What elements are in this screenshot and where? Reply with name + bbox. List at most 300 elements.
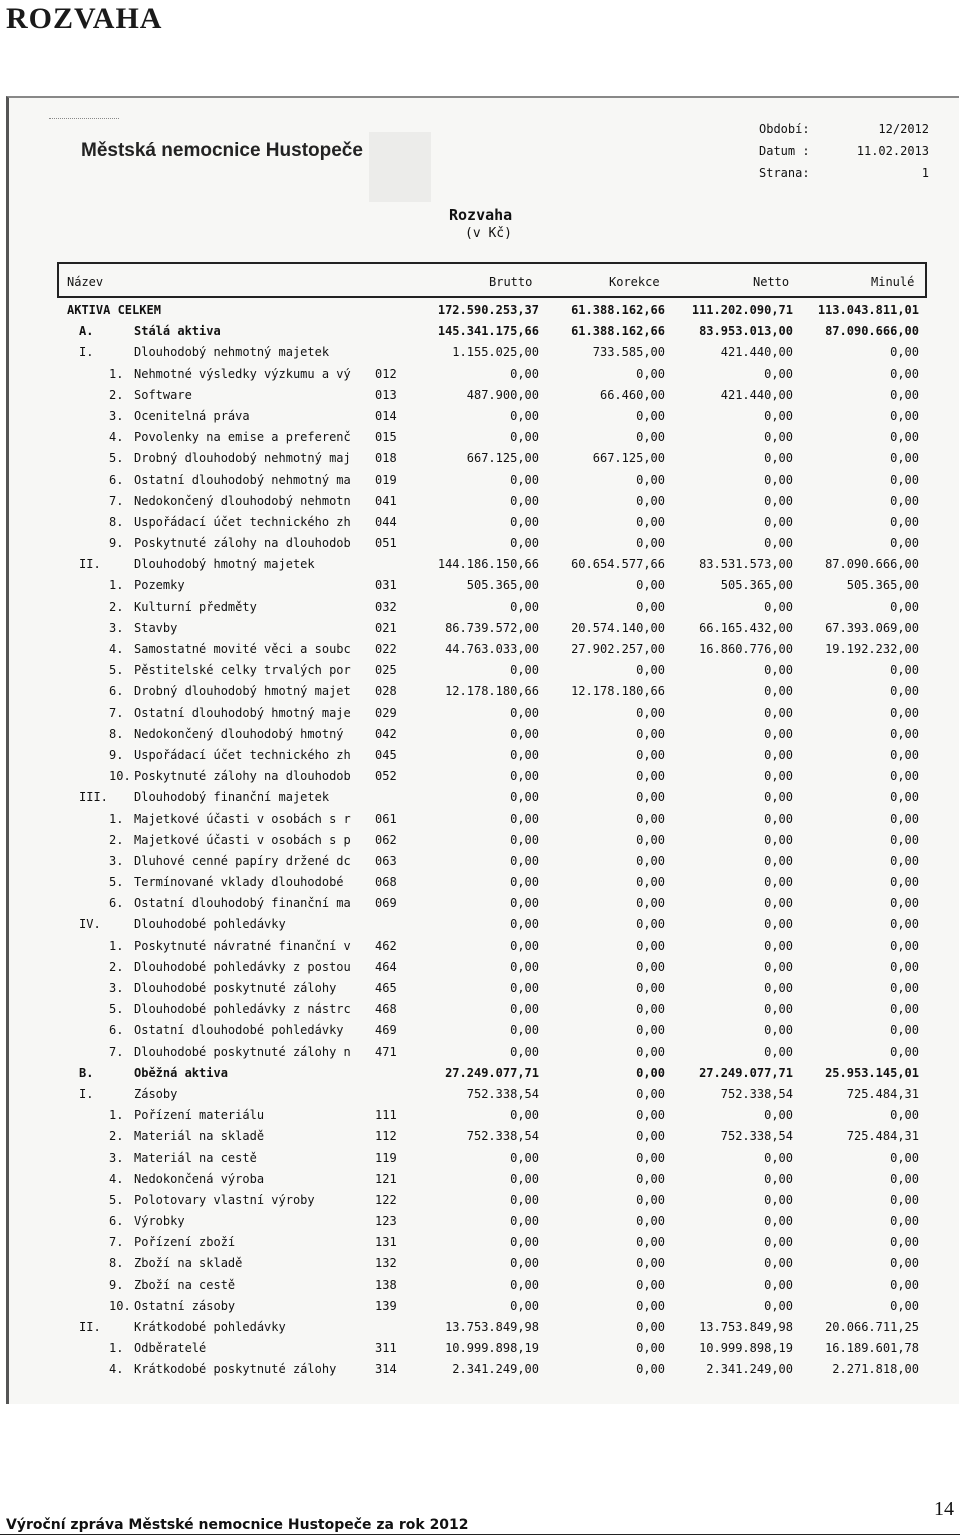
row-name: Krátkodobé pohledávky [134, 1320, 286, 1334]
row-level: 1. [109, 578, 124, 593]
cell-korekce: 61.388.162,66 [571, 303, 665, 317]
cell-korekce: 0,00 [636, 790, 665, 805]
cell-minule: 87.090.666,00 [825, 324, 919, 339]
cell-brutto: 172.590.253,37 [437, 303, 539, 317]
row-level: 5. [109, 451, 124, 466]
cell-netto: 752.338,54 [720, 1086, 793, 1101]
cell-korekce: 0,00 [636, 1108, 665, 1123]
cell-brutto: 0,00 [510, 1256, 539, 1271]
row-name: Dlouhodobé pohledávky [134, 917, 286, 932]
row-level: 7. [109, 1235, 124, 1250]
row-name: Ocenitelná práva [134, 408, 250, 423]
row-level: 7. [109, 493, 124, 508]
row-level: I. [79, 345, 94, 360]
org-name: Městská nemocnice Hustopeče [81, 140, 363, 161]
cell-minule: 0,00 [890, 387, 919, 402]
row-code: 471 [375, 1044, 397, 1059]
cell-minule: 0,00 [890, 981, 919, 995]
cell-minule: 16.189.601,78 [825, 1341, 919, 1356]
table-row [9, 385, 959, 406]
cell-brutto: 0,00 [510, 1150, 539, 1165]
row-level: 7. [109, 1044, 124, 1059]
row-name: Poskytnuté zálohy na dlouhodob [134, 536, 351, 551]
cell-korekce: 0,00 [636, 536, 665, 551]
table-row [9, 364, 959, 385]
row-name: Kulturní předměty [134, 599, 257, 614]
cell-brutto: 0,00 [510, 493, 539, 508]
cell-brutto: 44.763.033,00 [445, 642, 539, 656]
cell-minule: 0,00 [890, 832, 919, 847]
table-row [9, 1253, 959, 1274]
document-title: Rozvaha [449, 206, 513, 224]
row-name: Termínované vklady dlouhodobé [134, 875, 344, 890]
row-level: 1. [109, 811, 124, 826]
cell-brutto: 10.999.898,19 [445, 1341, 539, 1356]
cell-minule: 0,00 [890, 472, 919, 487]
row-code: 469 [375, 1023, 397, 1038]
cell-netto: 66.165.432,00 [699, 620, 793, 635]
row-level: 10. [109, 769, 131, 784]
cell-netto: 0,00 [764, 684, 793, 699]
table-row [9, 1232, 959, 1253]
row-name: Ostatní dlouhodobé pohledávky [134, 1023, 344, 1038]
cell-brutto: 0,00 [510, 875, 539, 890]
cell-brutto: 505.365,00 [466, 578, 539, 593]
table-row [9, 470, 959, 491]
cell-brutto: 0,00 [510, 1192, 539, 1207]
row-level: 5. [109, 1192, 124, 1207]
cell-brutto: 0,00 [510, 599, 539, 614]
document-unit: (v Kč) [465, 226, 512, 241]
cell-netto: 0,00 [764, 663, 793, 678]
cell-korekce: 0,00 [636, 811, 665, 826]
row-name: Pořízení materiálu [134, 1108, 265, 1123]
table-header [57, 262, 927, 298]
table-row [9, 1317, 959, 1338]
cell-netto: 10.999.898,19 [699, 1341, 793, 1356]
row-level: 3. [109, 1150, 124, 1165]
cell-korekce: 0,00 [636, 472, 665, 487]
row-level: 5. [109, 663, 124, 678]
row-level: 2. [109, 832, 124, 847]
table-row [9, 1211, 959, 1232]
row-name: Uspořádací účet technického zh [134, 747, 351, 762]
table-row [9, 512, 959, 533]
table-row [9, 406, 959, 427]
row-level: 4. [109, 642, 124, 656]
row-level: 9. [109, 1277, 124, 1292]
table-row [9, 300, 959, 321]
cell-netto: 505.365,00 [720, 578, 793, 593]
row-name: Ostatní dlouhodobý nehmotný ma [134, 472, 351, 487]
cell-minule: 0,00 [890, 705, 919, 720]
cell-brutto: 13.753.849,98 [445, 1320, 539, 1334]
cell-netto: 0,00 [764, 451, 793, 466]
row-name: Pozemky [134, 578, 185, 593]
cell-korekce: 0,00 [636, 1235, 665, 1250]
table-row [9, 321, 959, 342]
row-level: 5. [109, 875, 124, 890]
row-code: 132 [375, 1256, 397, 1271]
row-level: 2. [109, 959, 124, 974]
row-code: 061 [375, 811, 397, 826]
cell-minule: 0,00 [890, 747, 919, 762]
cell-korekce: 0,00 [636, 1002, 665, 1017]
row-level: 10. [109, 1298, 131, 1313]
row-code: 311 [375, 1341, 397, 1356]
row-level: 6. [109, 1214, 124, 1229]
row-level: 8. [109, 726, 124, 741]
cell-korekce: 0,00 [636, 578, 665, 593]
cell-korekce: 12.178.180,66 [571, 684, 665, 699]
cell-minule: 0,00 [890, 684, 919, 699]
table-row [9, 342, 959, 363]
row-level: II. [79, 557, 101, 572]
row-name: Nedokončený dlouhodobý nehmotn [134, 493, 351, 508]
cell-netto: 0,00 [764, 408, 793, 423]
cell-netto: 16.860.776,00 [699, 642, 793, 656]
row-level: 1. [109, 366, 124, 381]
table-row [9, 575, 959, 596]
row-code: 052 [375, 769, 397, 784]
row-name: Stavby [134, 620, 178, 635]
cell-minule: 0,00 [890, 1002, 919, 1017]
cell-netto: 0,00 [764, 430, 793, 445]
row-code: 111 [375, 1108, 397, 1123]
row-code: 122 [375, 1192, 397, 1207]
cell-netto: 83.531.573,00 [699, 557, 793, 572]
row-name: Materiál na skladě [134, 1129, 265, 1144]
cell-brutto: 0,00 [510, 1002, 539, 1017]
table-row [9, 724, 959, 745]
cell-brutto: 0,00 [510, 663, 539, 678]
cell-brutto: 0,00 [510, 896, 539, 911]
table-row [9, 830, 959, 851]
row-name: Samostatné movité věci a soubc [134, 642, 351, 656]
row-level: B. [79, 1065, 94, 1080]
row-name: Pořízení zboží [134, 1235, 236, 1250]
cell-netto: 111.202.090,71 [691, 303, 793, 317]
row-name: Poskytnuté zálohy na dlouhodob [134, 769, 351, 784]
cell-korekce: 66.460,00 [599, 387, 665, 402]
cell-brutto: 0,00 [510, 1277, 539, 1292]
row-name: Majetkové účasti v osobách s p [134, 832, 351, 847]
row-level: 1. [109, 1341, 124, 1356]
row-code: 042 [375, 726, 397, 741]
cell-minule: 0,00 [890, 599, 919, 614]
cell-minule: 0,00 [890, 430, 919, 445]
cell-brutto: 0,00 [510, 917, 539, 932]
cell-korekce: 0,00 [636, 1277, 665, 1292]
table-row [9, 1169, 959, 1190]
column-header-name: Název [67, 275, 104, 289]
cell-minule: 0,00 [890, 938, 919, 953]
scan-shading [369, 132, 431, 202]
row-level: 9. [109, 747, 124, 762]
cell-korekce: 27.902.257,00 [571, 642, 665, 656]
cell-korekce: 0,00 [636, 896, 665, 911]
scanned-sheet [6, 96, 959, 1404]
row-name: Zásoby [134, 1086, 178, 1101]
cell-netto: 0,00 [764, 1171, 793, 1186]
row-level: IV. [79, 917, 101, 932]
cell-minule: 67.393.069,00 [825, 620, 919, 635]
cell-minule: 0,00 [890, 1171, 919, 1186]
cell-netto: 0,00 [764, 1214, 793, 1229]
row-code: 063 [375, 853, 397, 868]
row-level: 5. [109, 1002, 124, 1017]
table-row [9, 533, 959, 554]
table-row [9, 1084, 959, 1105]
cell-netto: 0,00 [764, 1256, 793, 1271]
row-level: 4. [109, 1362, 124, 1377]
cell-korekce: 0,00 [636, 853, 665, 868]
cell-korekce: 0,00 [636, 408, 665, 423]
row-code: 015 [375, 430, 397, 445]
row-level: A. [79, 324, 94, 339]
row-code: 041 [375, 493, 397, 508]
row-level: 3. [109, 853, 124, 868]
cell-korekce: 0,00 [636, 1150, 665, 1165]
cell-minule: 0,00 [890, 514, 919, 529]
column-header-netto: Netto [753, 275, 790, 289]
row-name: Oběžná aktiva [134, 1065, 228, 1080]
cell-netto: 0,00 [764, 705, 793, 720]
corner-mark [49, 118, 119, 122]
cell-brutto: 0,00 [510, 1298, 539, 1313]
cell-minule: 0,00 [890, 1256, 919, 1271]
table-row [9, 745, 959, 766]
row-level: 8. [109, 1256, 124, 1271]
cell-netto: 0,00 [764, 938, 793, 953]
cell-korekce: 0,00 [636, 1298, 665, 1313]
cell-netto: 421.440,00 [720, 345, 793, 360]
row-name: Ostatní zásoby [134, 1298, 236, 1313]
cell-brutto: 0,00 [510, 705, 539, 720]
row-code: 021 [375, 620, 397, 635]
cell-minule: 0,00 [890, 1150, 919, 1165]
meta-period [759, 122, 929, 144]
row-code: 029 [375, 705, 397, 720]
meta-label: Strana: [759, 166, 810, 180]
cell-brutto: 0,00 [510, 1171, 539, 1186]
row-code: 112 [375, 1129, 397, 1144]
row-code: 119 [375, 1150, 397, 1165]
row-name: Zboží na skladě [134, 1256, 243, 1271]
cell-korekce: 733.585,00 [592, 345, 665, 360]
table-row [9, 639, 959, 660]
cell-korekce: 0,00 [636, 366, 665, 381]
row-level: 2. [109, 387, 124, 402]
cell-minule: 0,00 [890, 451, 919, 466]
cell-brutto: 752.338,54 [466, 1129, 539, 1144]
row-name: Ostatní dlouhodobý finanční ma [134, 896, 351, 911]
table-row [9, 809, 959, 830]
cell-minule: 0,00 [890, 1298, 919, 1313]
cell-minule: 0,00 [890, 493, 919, 508]
cell-netto: 83.953.013,00 [699, 324, 793, 339]
cell-minule: 0,00 [890, 1214, 919, 1229]
cell-minule: 2.271.818,00 [832, 1362, 919, 1377]
table-row [9, 1338, 959, 1359]
row-level: 9. [109, 536, 124, 551]
row-name: Majetkové účasti v osobách s r [134, 811, 351, 826]
row-code: 044 [375, 514, 397, 529]
cell-netto: 752.338,54 [720, 1129, 793, 1144]
cell-minule: 725.484,31 [846, 1129, 919, 1144]
table-row [9, 1275, 959, 1296]
cell-korekce: 0,00 [636, 514, 665, 529]
cell-netto: 0,00 [764, 790, 793, 805]
cell-korekce: 0,00 [636, 1214, 665, 1229]
cell-brutto: 667.125,00 [466, 451, 539, 466]
cell-netto: 0,00 [764, 896, 793, 911]
column-header-minule: Minulé [871, 275, 915, 289]
cell-korekce: 0,00 [636, 663, 665, 678]
table-row [9, 1148, 959, 1169]
table-row [9, 893, 959, 914]
cell-brutto: 0,00 [510, 959, 539, 974]
cell-netto: 0,00 [764, 1192, 793, 1207]
cell-brutto: 0,00 [510, 472, 539, 487]
page-heading: ROZVAHA [6, 2, 163, 35]
cell-netto: 13.753.849,98 [699, 1320, 793, 1334]
cell-minule: 25.953.145,01 [825, 1065, 919, 1080]
cell-netto: 0,00 [764, 536, 793, 551]
row-name: Software [134, 387, 192, 402]
cell-minule: 87.090.666,00 [825, 557, 919, 572]
cell-minule: 0,00 [890, 790, 919, 805]
cell-brutto: 0,00 [510, 853, 539, 868]
row-level: 6. [109, 896, 124, 911]
cell-minule: 0,00 [890, 726, 919, 741]
cell-netto: 0,00 [764, 769, 793, 784]
cell-korekce: 0,00 [636, 832, 665, 847]
cell-brutto: 0,00 [510, 938, 539, 953]
table-row [9, 1063, 959, 1084]
cell-netto: 0,00 [764, 1298, 793, 1313]
row-level: 8. [109, 514, 124, 529]
table-row [9, 1126, 959, 1147]
cell-minule: 725.484,31 [846, 1086, 919, 1101]
row-level: 4. [109, 1171, 124, 1186]
cell-netto: 0,00 [764, 366, 793, 381]
row-name: Stálá aktiva [134, 324, 221, 339]
row-level: 3. [109, 981, 124, 995]
cell-minule: 0,00 [890, 896, 919, 911]
cell-minule: 20.066.711,25 [825, 1320, 919, 1334]
row-code: 068 [375, 875, 397, 890]
cell-netto: 0,00 [764, 875, 793, 890]
meta-label: Datum : [759, 144, 810, 158]
cell-brutto: 0,00 [510, 408, 539, 423]
row-code: 131 [375, 1235, 397, 1250]
table-row [9, 1105, 959, 1126]
meta-value: 11.02.2013 [856, 144, 929, 158]
meta-value: 12/2012 [878, 122, 929, 136]
cell-minule: 0,00 [890, 536, 919, 551]
row-code: 013 [375, 387, 397, 402]
row-code: 138 [375, 1277, 397, 1292]
cell-korekce: 0,00 [636, 981, 665, 995]
cell-korekce: 0,00 [636, 769, 665, 784]
cell-minule: 0,00 [890, 769, 919, 784]
cell-netto: 2.341.249,00 [706, 1362, 793, 1377]
cell-brutto: 487.900,00 [466, 387, 539, 402]
cell-korekce: 20.574.140,00 [571, 620, 665, 635]
cell-brutto: 0,00 [510, 832, 539, 847]
cell-brutto: 0,00 [510, 1044, 539, 1059]
cell-brutto: 145.341.175,66 [437, 324, 539, 339]
cell-korekce: 0,00 [636, 1065, 665, 1080]
table-row [9, 618, 959, 639]
cell-netto: 421.440,00 [720, 387, 793, 402]
row-code: 062 [375, 832, 397, 847]
row-code: 028 [375, 684, 397, 699]
cell-korekce: 0,00 [636, 599, 665, 614]
row-name: Odběratelé [134, 1341, 207, 1356]
cell-korekce: 0,00 [636, 430, 665, 445]
cell-korekce: 60.654.577,66 [571, 557, 665, 572]
cell-brutto: 0,00 [510, 1214, 539, 1229]
document-meta [759, 122, 929, 188]
cell-minule: 0,00 [890, 811, 919, 826]
row-name: Dlouhodobé pohledávky z postou [134, 959, 351, 974]
row-name: Dlouhodobý nehmotný majetek [134, 345, 330, 360]
cell-korekce: 0,00 [636, 493, 665, 508]
table-row [9, 957, 959, 978]
row-name: Drobný dlouhodobý nehmotný maj [134, 451, 351, 466]
row-name: Povolenky na emise a preferenč [134, 430, 351, 445]
row-code: 032 [375, 599, 397, 614]
table-row [9, 703, 959, 724]
table-row [9, 1296, 959, 1317]
row-level: 6. [109, 684, 124, 699]
column-header-korekce: Korekce [609, 275, 660, 289]
cell-minule: 113.043.811,01 [817, 303, 919, 317]
cell-brutto: 0,00 [510, 981, 539, 995]
cell-brutto: 0,00 [510, 514, 539, 529]
table-row [9, 851, 959, 872]
row-name: Krátkodobé poskytnuté zálohy [134, 1362, 337, 1377]
footer-text: Výroční zpráva Městské nemocnice Hustopeče za rok 2012 [6, 1517, 469, 1533]
cell-brutto: 0,00 [510, 536, 539, 551]
row-code: 018 [375, 451, 397, 466]
row-level: 3. [109, 620, 124, 635]
row-code: 019 [375, 472, 397, 487]
cell-netto: 0,00 [764, 981, 793, 995]
cell-brutto: 144.186.150,66 [437, 557, 539, 572]
row-code: 014 [375, 408, 397, 423]
cell-netto: 27.249.077,71 [699, 1065, 793, 1080]
table-row [9, 1190, 959, 1211]
cell-korekce: 0,00 [636, 1256, 665, 1271]
cell-minule: 0,00 [890, 408, 919, 423]
row-level: 2. [109, 599, 124, 614]
row-name: Výrobky [134, 1214, 185, 1229]
cell-korekce: 0,00 [636, 726, 665, 741]
cell-korekce: 667.125,00 [592, 451, 665, 466]
row-name: Nehmotné výsledky výzkumu a vý [134, 366, 351, 381]
cell-brutto: 0,00 [510, 790, 539, 805]
cell-minule: 0,00 [890, 366, 919, 381]
table-row [9, 660, 959, 681]
cell-minule: 0,00 [890, 1108, 919, 1123]
row-name: Drobný dlouhodobý hmotný majet [134, 684, 351, 699]
cell-brutto: 0,00 [510, 747, 539, 762]
cell-netto: 0,00 [764, 959, 793, 974]
cell-korekce: 0,00 [636, 875, 665, 890]
